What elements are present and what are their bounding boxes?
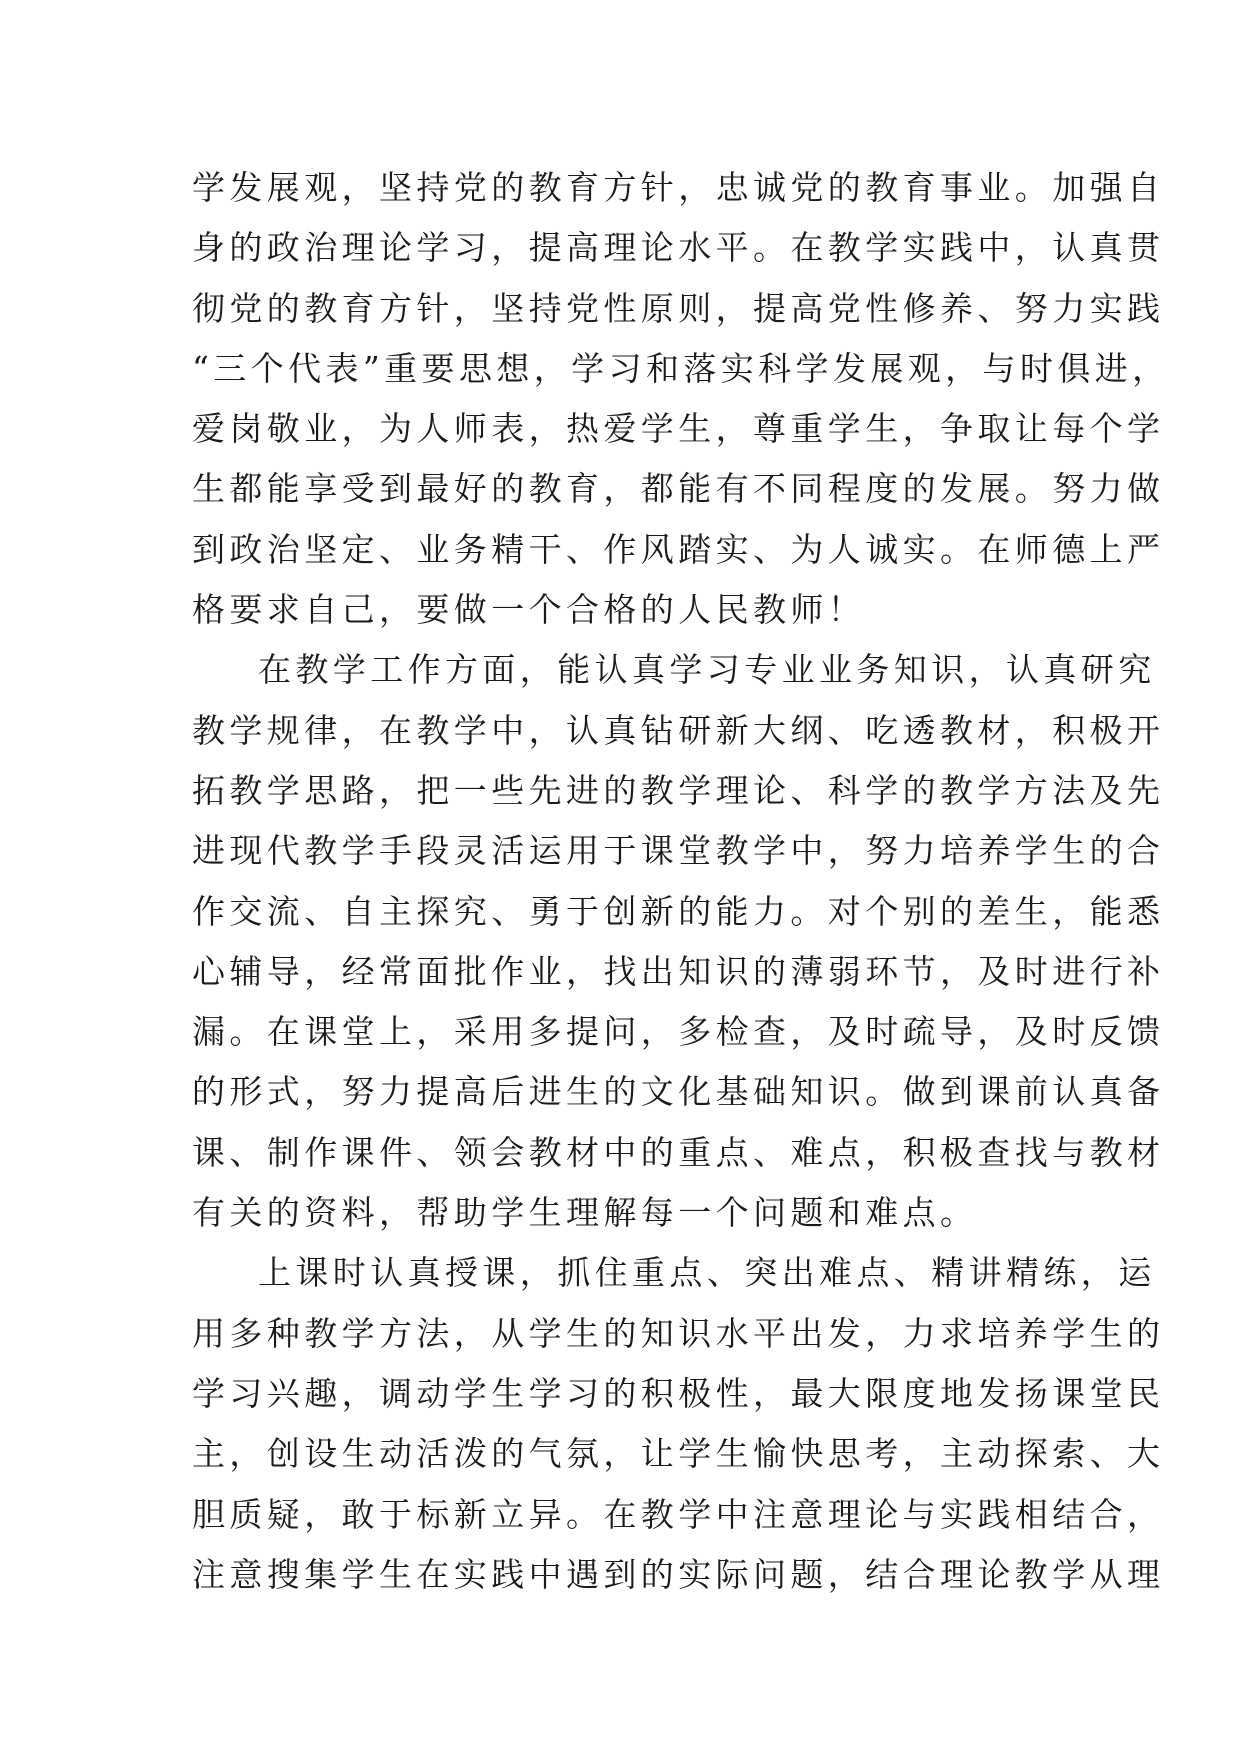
paragraph-first-line: 在教学工作方面，能认真学习专业业务知识，认真研究 [258, 650, 1156, 690]
text-line: 教学规律，在教学中，认真钻研新大纲、吃透教材，积极开 [192, 710, 1165, 750]
text-line: 作交流、自主探究、勇于创新的能力。对个别的差生，能悉 [192, 891, 1165, 931]
text-line: 主，创设生动活泼的气氛，让学生愉快思考，主动探索、大 [192, 1434, 1165, 1474]
text-line: 彻党的教育方针，坚持党性原则，提高党性修养、努力实践 [192, 288, 1165, 328]
text-line: 学习兴趣，调动学生学习的积极性，最大限度地发扬课堂民 [192, 1373, 1165, 1413]
text-line: 生都能享受到最好的教育，都能有不同程度的发展。努力做 [192, 469, 1165, 509]
text-line: 进现代教学手段灵活运用于课堂教学中，努力培养学生的合 [192, 831, 1165, 871]
text-line: 心辅导，经常面批作业，找出知识的薄弱环节，及时进行补 [192, 951, 1165, 991]
text-line: 课、制作课件、领会教材中的重点、难点，积极查找与教材 [192, 1132, 1165, 1172]
text-line: 有关的资料，帮助学生理解每一个问题和难点。 [192, 1193, 978, 1233]
text-line: 到政治坚定、业务精干、作风踏实、为人诚实。在师德上严 [192, 529, 1165, 569]
text-line: 格要求自己，要做一个合格的人民教师！ [192, 590, 866, 630]
text-line: 爱岗敬业，为人师表，热爱学生，尊重学生，争取让每个学 [192, 409, 1165, 449]
text-line: 漏。在课堂上，采用多提问，多检查，及时疏导，及时反馈 [192, 1012, 1165, 1052]
text-line: 学发展观，坚持党的教育方针，忠诚党的教育事业。加强自 [192, 168, 1165, 207]
body-text [192, 158, 1170, 1605]
text-line: 身的政治理论学习，提高理论水平。在教学实践中，认真贯 [192, 228, 1165, 268]
text-line: “三个代表”重要思想，学习和落实科学发展观，与时俱进， [192, 348, 1170, 388]
text-line: 拓教学思路，把一些先进的教学理论、科学的教学方法及先 [192, 770, 1165, 810]
text-line: 胆质疑，敢于标新立异。在教学中注意理论与实践相结合， [192, 1494, 1165, 1534]
text-line: 注意搜集学生在实践中遇到的实际问题，结合理论教学从理 [192, 1554, 1165, 1594]
text-line: 的形式，努力提高后进生的文化基础知识。做到课前认真备 [192, 1072, 1165, 1112]
paragraph-first-line: 上课时认真授课，抓住重点、突出难点、精讲精练，运 [258, 1253, 1156, 1293]
text-line: 用多种教学方法，从学生的知识水平出发，力求培养学生的 [192, 1313, 1165, 1353]
